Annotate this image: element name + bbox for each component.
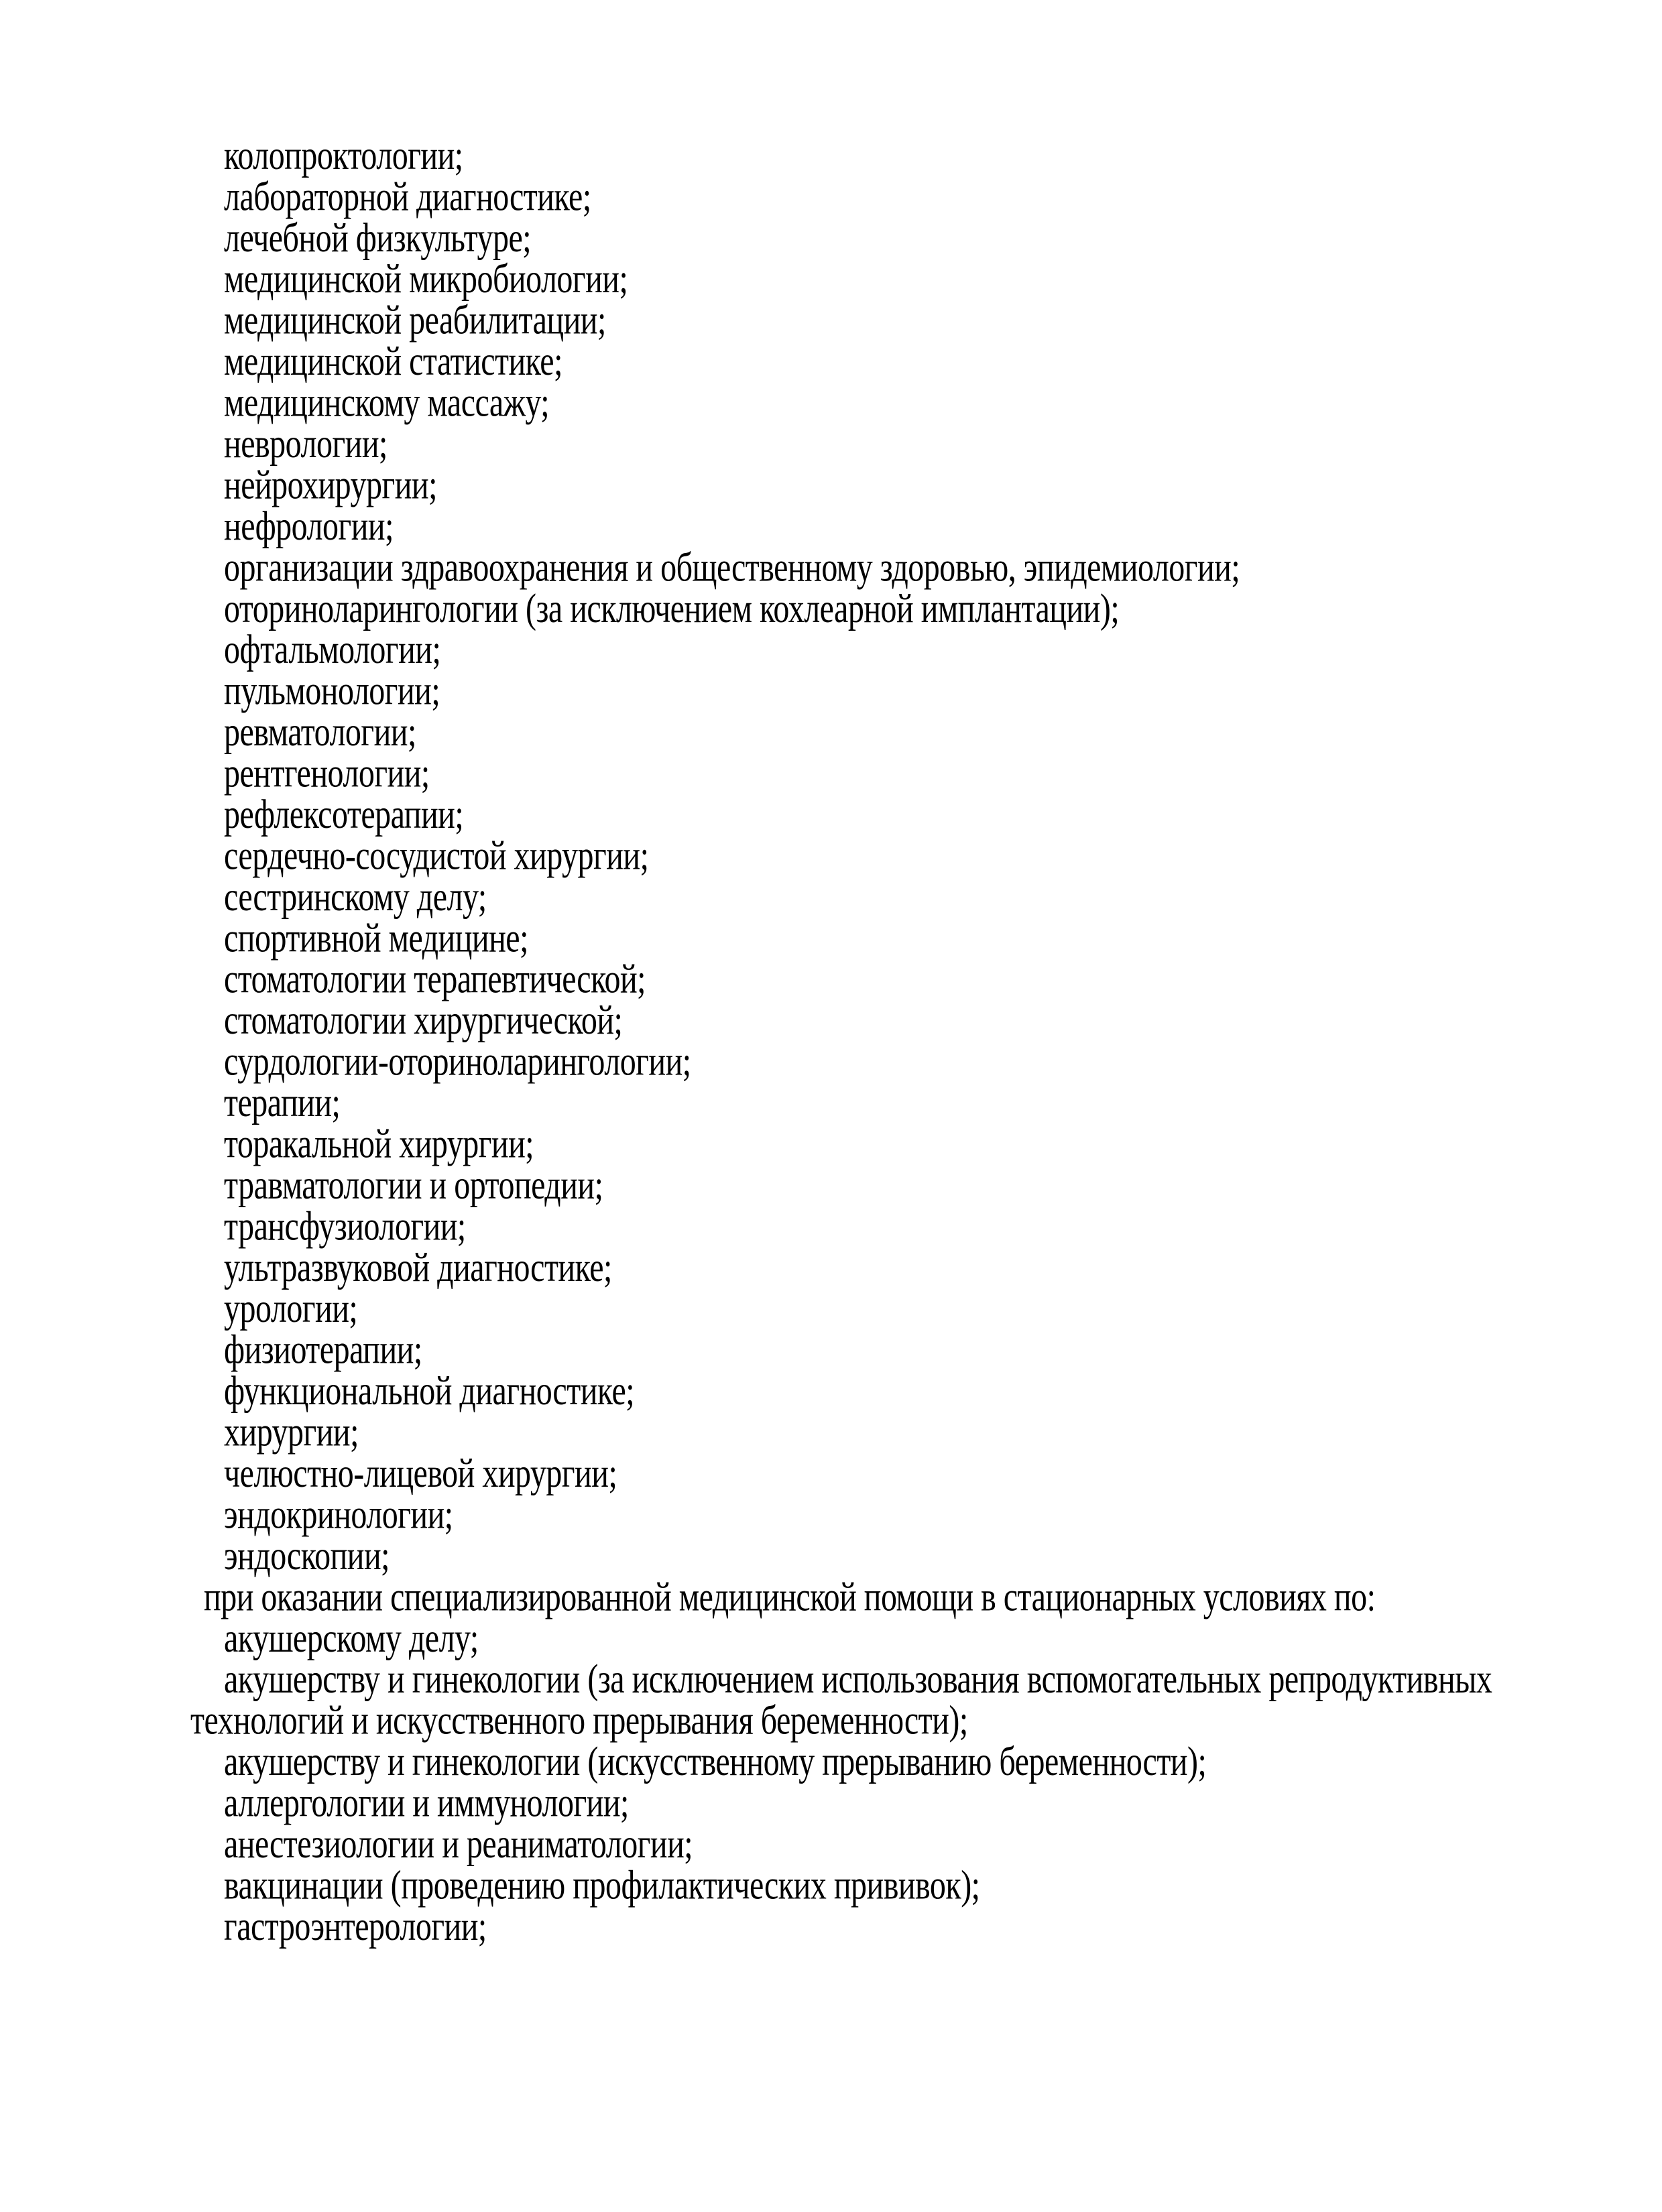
document-line: при оказании специализированной медицинской помощи в стационарных условиях по: [204,1574,1376,1620]
document-line: пульмонологии; [224,668,440,714]
document-line: медицинскому массажу; [224,379,550,426]
document-line: акушерскому делу; [224,1615,479,1661]
document-line: медицинской реабилитации; [224,297,606,343]
document-line: лечебной физкультуре; [224,215,532,261]
document-text [190,135,1535,1947]
document-line: медицинской статистике; [224,339,562,385]
document-line: торакальной хирургии; [224,1121,534,1167]
document-line: вакцинации (проведению профилактических прививок); [224,1862,980,1908]
document-line: неврологии; [224,421,388,467]
document-line: сердечно-сосудистой хирургии; [224,833,649,879]
document-line: трансфузиологии; [224,1203,466,1249]
document-line: нейрохирургии; [224,462,437,508]
document-line: физиотерапии; [224,1327,422,1373]
document-line: акушерству и гинекологии (искусственному прерыванию беременности); [224,1739,1207,1785]
document-line: спортивной медицине; [224,915,528,961]
document-line: акушерству и гинекологии (за исключением использования вспомогательных репродуктивных [224,1656,1492,1703]
document-line: травматологии и ортопедии; [224,1162,603,1208]
document-line: стоматологии терапевтической; [224,956,646,1002]
document-line: оториноларингологии (за исключением кохлеарной имплантации); [224,586,1120,631]
document-line: аллергологии и иммунологии; [224,1780,629,1826]
document-line: организации здравоохранения и общественному здоровью, эпидемиологии; [224,544,1240,591]
document-line: эндоскопии; [224,1533,390,1579]
document-line: офтальмологии; [224,627,441,673]
document-line: урологии; [224,1286,358,1332]
document-line: ревматологии; [224,709,416,755]
document-line: функциональной диагностике; [224,1368,635,1414]
document-line: колопроктологии; [224,133,463,178]
document-line: терапии; [224,1080,341,1126]
document-line: нефрологии; [224,503,394,549]
document-line: гастроэнтерологии; [224,1904,487,1949]
document-line: технологий и искусственного прерывания беременности); [190,1697,968,1743]
document-line: рефлексотерапии; [224,792,464,838]
document-line: сестринскому делу; [224,874,487,920]
document-line: ультразвуковой диагностике; [224,1245,612,1290]
document-line: хирургии; [224,1409,359,1455]
document-line: стоматологии хирургической; [224,997,623,1044]
document-line: лабораторной диагностике; [224,174,591,220]
document-line: челюстно-лицевой хирургии; [224,1451,617,1497]
document-line: анестезиологии и реаниматологии; [224,1821,693,1867]
document-line: медицинской микробиологии; [224,256,628,302]
document-line: сурдологии-оториноларингологии; [224,1038,691,1085]
document-line: рентгенологии; [224,750,430,796]
document-line: эндокринологии; [224,1491,453,1538]
